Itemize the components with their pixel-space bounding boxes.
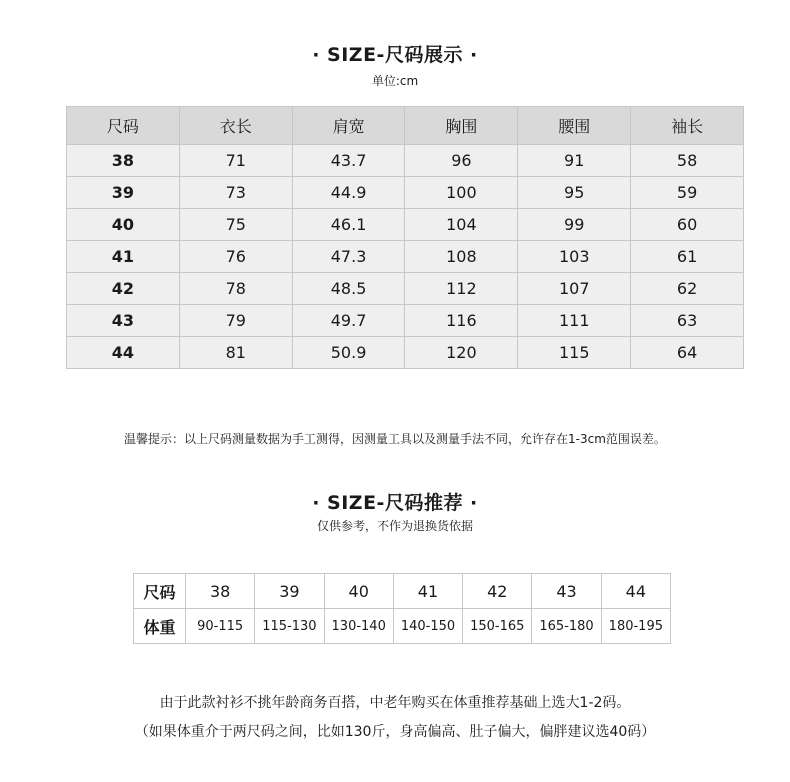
note-line-1: 由于此款衬衫不挑年龄商务百搭，中老年购买在体重推荐基础上选大1-2码。 <box>159 695 631 711</box>
table-cell: 76 <box>179 241 292 273</box>
table-row <box>67 305 744 337</box>
table-cell: 63 <box>631 305 744 337</box>
table-cell: 43.7 <box>292 145 405 177</box>
table-cell: 116 <box>405 305 518 337</box>
measurement-tip: 温馨提示：以上尺码测量数据为手工测得，因测量工具以及测量手法不同，允许存在1-3cm范围误差。 <box>124 432 666 446</box>
table-cell: 64 <box>631 337 744 369</box>
table-cell: 120 <box>405 337 518 369</box>
table-cell: 71 <box>179 145 292 177</box>
table-row <box>67 241 744 273</box>
size-recommend-title: · SIZE-尺码推荐 · <box>312 492 478 514</box>
table-cell: 44.9 <box>292 177 405 209</box>
table-cell: 104 <box>405 209 518 241</box>
table-cell: 39 <box>255 574 324 609</box>
table-cell: 41 <box>67 241 180 273</box>
table-row <box>67 273 744 305</box>
table-cell: 108 <box>405 241 518 273</box>
table-cell: 42 <box>463 574 532 609</box>
table-cell: 90-115 <box>186 609 255 644</box>
table-cell: 39 <box>67 177 180 209</box>
table-cell: 103 <box>518 241 631 273</box>
table-cell: 48.5 <box>292 273 405 305</box>
table-cell: 40 <box>67 209 180 241</box>
table-row <box>67 145 744 177</box>
table-cell: 44 <box>67 337 180 369</box>
weight-table-size-row <box>134 574 671 609</box>
note-line-2: （如果体重介于两尺码之间，比如130斤，身高偏高、肚子偏大，偏胖建议选40码） <box>134 724 656 740</box>
table-cell: 150-165 <box>463 609 532 644</box>
table-cell: 165-180 <box>532 609 601 644</box>
recommend-subtitle: 仅供参考，不作为退换货依据 <box>316 519 473 533</box>
table-cell: 41 <box>393 574 462 609</box>
table-row <box>67 177 744 209</box>
table-cell: 180-195 <box>601 609 670 644</box>
table-cell: 81 <box>179 337 292 369</box>
header-shoulder: 肩宽 <box>292 107 405 145</box>
table-cell: 115-130 <box>255 609 324 644</box>
table-cell: 79 <box>179 305 292 337</box>
size-display-title: · SIZE-尺码展示 · <box>312 44 478 66</box>
size-table-header <box>67 107 744 145</box>
table-cell: 47.3 <box>292 241 405 273</box>
table-cell: 49.7 <box>292 305 405 337</box>
table-cell: 60 <box>631 209 744 241</box>
table-cell: 50.9 <box>292 337 405 369</box>
table-cell: 140-150 <box>393 609 462 644</box>
table-cell: 73 <box>179 177 292 209</box>
table-cell: 43 <box>67 305 180 337</box>
header-sleeve: 袖长 <box>631 107 744 145</box>
table-cell: 96 <box>405 145 518 177</box>
table-cell: 38 <box>67 145 180 177</box>
header-chest: 胸围 <box>405 107 518 145</box>
weight-table-weight-row <box>134 609 671 644</box>
table-cell: 115 <box>518 337 631 369</box>
table-cell: 130-140 <box>324 609 393 644</box>
table-cell: 61 <box>631 241 744 273</box>
table-cell: 100 <box>405 177 518 209</box>
size-row-label: 尺码 <box>134 574 186 609</box>
table-cell: 91 <box>518 145 631 177</box>
table-cell: 43 <box>532 574 601 609</box>
table-cell: 62 <box>631 273 744 305</box>
header-waist: 腰围 <box>518 107 631 145</box>
weight-table <box>133 573 671 644</box>
table-cell: 112 <box>405 273 518 305</box>
table-cell: 99 <box>518 209 631 241</box>
table-cell: 58 <box>631 145 744 177</box>
unit-label: 单位:cm <box>371 74 419 88</box>
table-cell: 40 <box>324 574 393 609</box>
table-cell: 107 <box>518 273 631 305</box>
table-row <box>67 337 744 369</box>
table-cell: 44 <box>601 574 670 609</box>
header-size: 尺码 <box>67 107 180 145</box>
table-row <box>67 209 744 241</box>
size-table <box>66 106 744 369</box>
table-cell: 42 <box>67 273 180 305</box>
table-cell: 59 <box>631 177 744 209</box>
table-cell: 111 <box>518 305 631 337</box>
header-length: 衣长 <box>179 107 292 145</box>
table-cell: 75 <box>179 209 292 241</box>
table-cell: 38 <box>186 574 255 609</box>
weight-row-label: 体重 <box>134 609 186 644</box>
table-cell: 46.1 <box>292 209 405 241</box>
table-cell: 78 <box>179 273 292 305</box>
table-cell: 95 <box>518 177 631 209</box>
